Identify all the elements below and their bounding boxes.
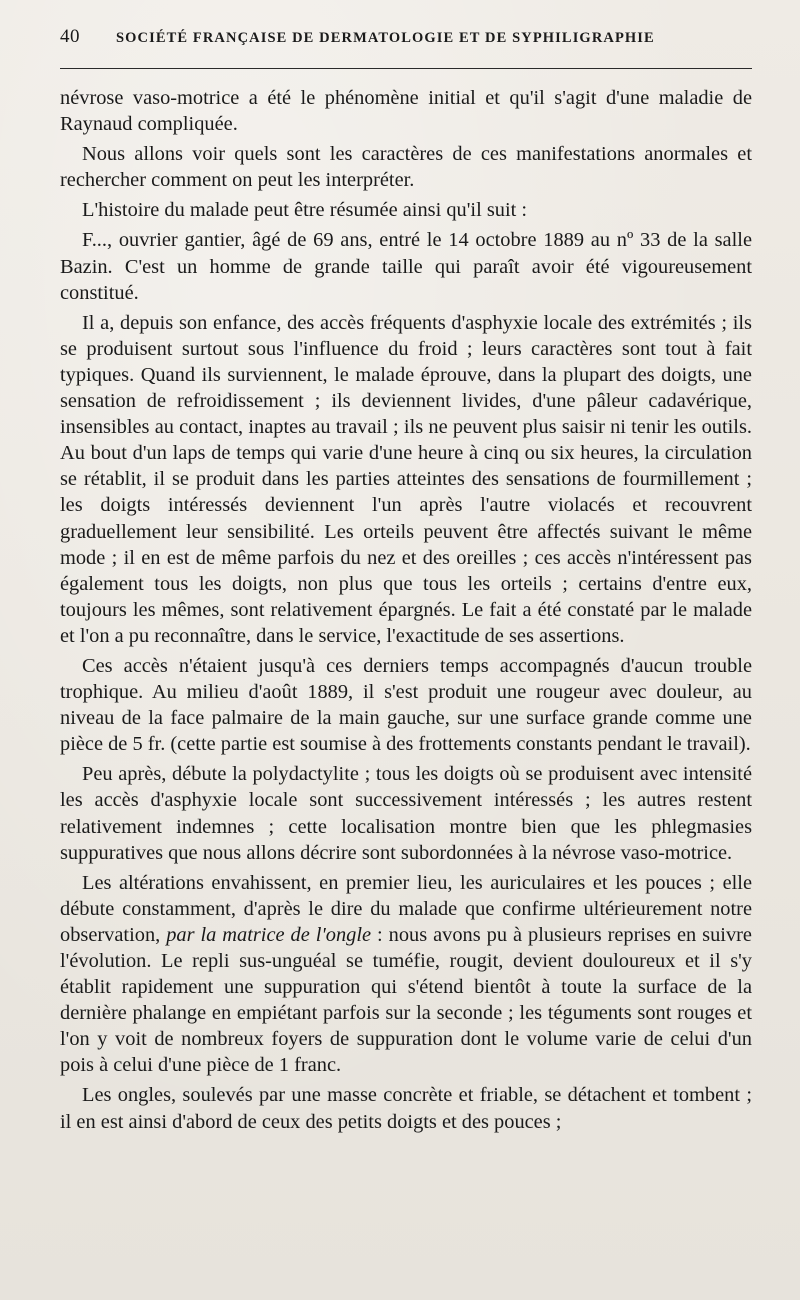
paragraph-7: Peu après, débute la polydactylite ; tous les doigts où se produisent avec intensité les accès d'asphyxie locale sont successivement intéressés ; les autres restent relativement indemnes ; cette localisation montre bien que les phlegmasies suppuratives que nous allons décrire sont subordonnées à la névrose vaso-motrice. xyxy=(60,763,752,864)
paragraph-5: Il a, depuis son enfance, des accès fréquents d'asphyxie locale des extrémités ; ils se produisent surtout sous l'influence du froid ; leurs caractères sont tout à fait typiques. Quand ils surviennent, le malade éprouve, dans la plupart des doigts, une sensation de refroidissement ; ils deviennent livides, d'une pâleur cadavérique, insensibles au contact, inaptes au travail ; ils ne peuvent plus saisir ni tenir les outils. Au bout d'un laps de temps qui varie d'une heure à cinq ou six heures, la circulation se rétablit, il se produit dans les parties atteintes des sensations de fourmillement ; les doigts intéressés deviennent l'un après l'autre violacés et recouvrent graduellement leur sensibilité. Les orteils peuvent être affectés suivant le même mode ; il en est de même parfois du nez et des oreilles ; ces accès n'intéressent pas également tous les doigts, non plus que tous les orteils ; certains d'entre eux, toujours les mêmes, sont relativement épargnés. Le fait a été constaté par le malade et l'on a pu reconnaître, dans le service, l'exactitude de ses assertions. xyxy=(60,311,752,647)
header-rule xyxy=(60,68,752,69)
paragraph-1: névrose vaso-motrice a été le phénomène initial et qu'il s'agit d'une maladie de Raynaud compliquée. xyxy=(60,87,752,136)
paragraph-4: F..., ouvrier gantier, âgé de 69 ans, entré le 14 octobre 1889 au nº 33 de la salle Bazin. C'est un homme de grande taille qui paraît avoir été vigoureusement constitué. xyxy=(60,229,752,304)
paragraph-6: Ces accès n'étaient jusqu'à ces derniers temps accompagnés d'aucun trouble trophique. Au milieu d'août 1889, il s'est produit une rougeur avec douleur, au niveau de la face palmaire de la main gauche, sur une surface grande comme une pièce de 5 fr. (cette partie est soumise à des frottements constants pendant le travail). xyxy=(60,654,752,756)
paragraph-3: L'histoire du malade peut être résumée ainsi qu'il suit : xyxy=(82,199,528,222)
paragraph-9: Les ongles, soulevés par une masse concrète et friable, se détachent et tombent ; il en est ainsi d'abord de ceux des petits doigts et des pouces ; xyxy=(60,1084,752,1133)
paragraph-8-text-start: Les altérations envahissent, en premier lieu, les auriculaires et les pouces ; elle débute constamment, d'après le dire du malade que confirme ultérieurement notre observation, xyxy=(60,871,752,946)
running-header xyxy=(60,26,750,56)
paragraph-8-text-end: : nous avons pu à plusieurs reprises en suivre l'évolution. Le repli sus-unguéal se tuméfie, rougit, devient douloureux et il s'y établit rapidement une suppuration qui s'étend bientôt à toute la surface de la dernière phalange en empiétant parfois sur la seconde ; les téguments sont rouges et l'on y voit de nombreux foyers de suppuration dont le volume varie de celui d'un pois à celui d'une pièce de 1 franc. xyxy=(60,923,752,1077)
paragraph-2: Nous allons voir quels sont les caractères de ces manifestations anormales et rechercher comment on peut les interpréter. xyxy=(60,143,752,192)
body-text xyxy=(60,85,752,1139)
paragraph-8 xyxy=(60,870,752,1079)
running-title: SOCIÉTÉ FRANÇAISE DE DERMATOLOGIE ET DE SYPHILIGRAPHIE xyxy=(116,30,655,46)
italic-phrase: par la matrice de l'ongle xyxy=(166,923,372,946)
page-number: 40 xyxy=(60,26,80,47)
